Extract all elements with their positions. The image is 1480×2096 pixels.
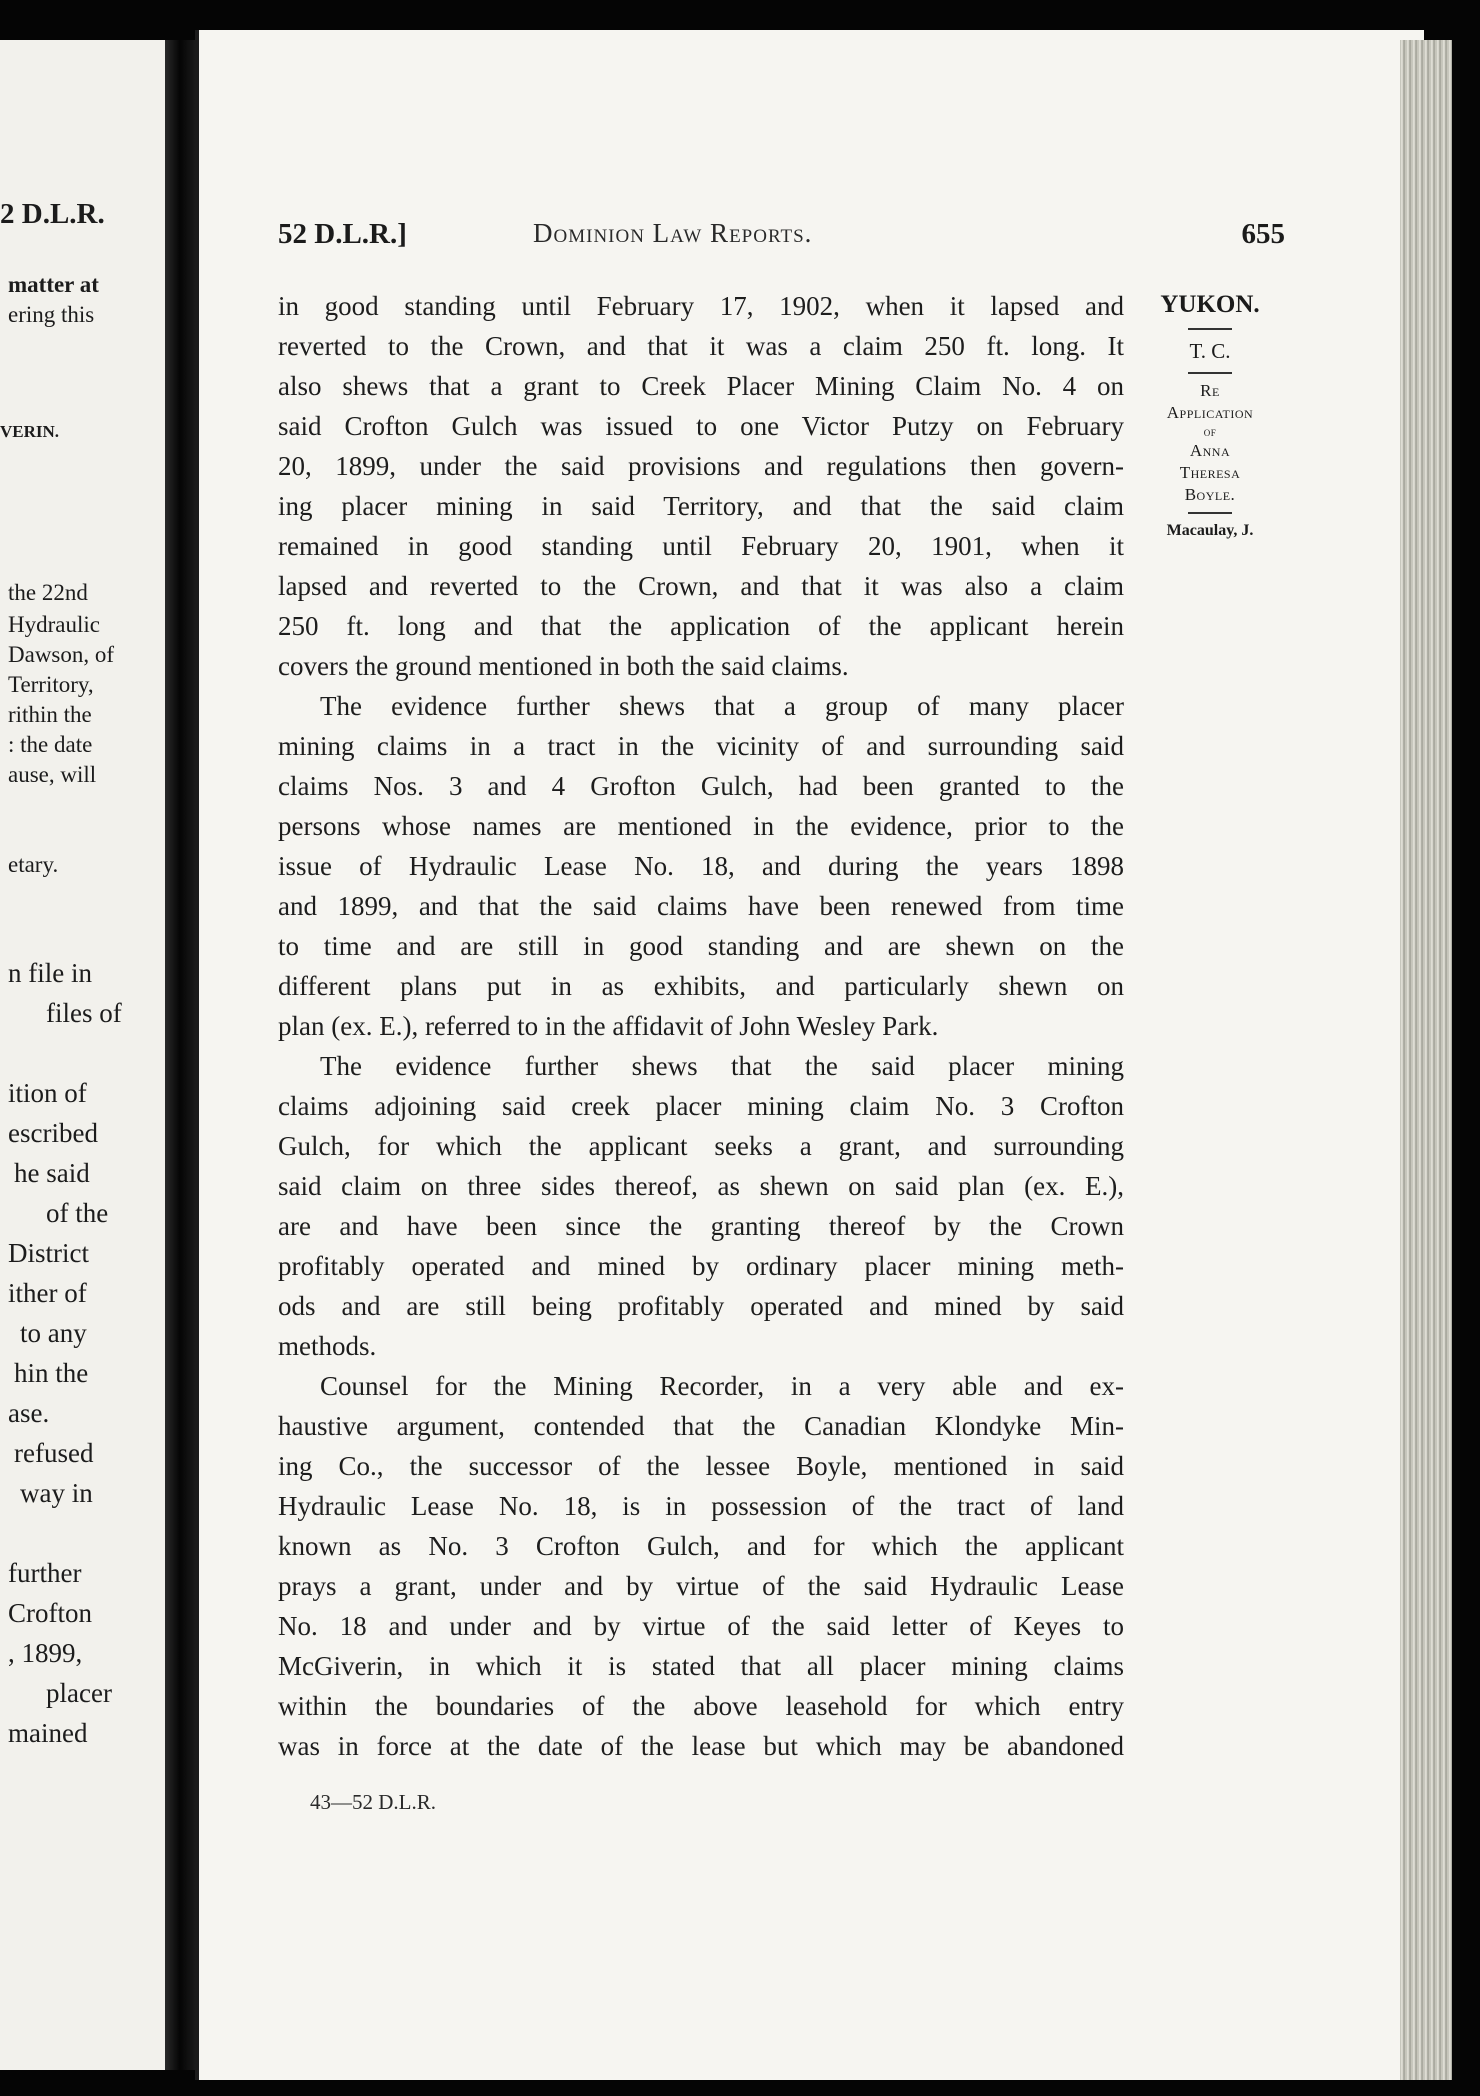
judge-label: Macaulay, J. [1166, 522, 1254, 539]
text-line: ods and are still being profitably operated and mined by said [278, 1291, 1124, 1321]
facing-page-line: to any [20, 1318, 87, 1348]
case-name-line: Theresa [1179, 463, 1241, 482]
text-line: ing placer mining in said Territory, and that the said claim [278, 491, 1124, 521]
page-number: 655 [1241, 218, 1285, 250]
margin-note [1140, 288, 1280, 542]
facing-page-line: ause, will [8, 762, 97, 787]
jurisdiction-label: YUKON. [1160, 291, 1260, 318]
text-line: McGiverin, in which it is stated that all placer mining claims [278, 1651, 1124, 1681]
facing-page-line: mained [8, 1718, 88, 1748]
text-line: profitably operated and mined by ordinary placer mining meth- [278, 1251, 1124, 1281]
facing-page-line: n file in [8, 958, 92, 988]
body-text [278, 286, 1124, 1766]
text-line: said claim on three sides thereof, as shewn on said plan (ex. E.), [278, 1171, 1124, 1201]
facing-page-line: ase. [8, 1398, 50, 1428]
case-name-line: Re [1200, 381, 1220, 400]
text-line: 20, 1899, under the said provisions and regulations then govern- [278, 451, 1124, 481]
facing-page-line: placer [46, 1678, 112, 1708]
text-line: different plans put in as exhibits, and particularly shewn on [278, 971, 1124, 1001]
text-line: known as No. 3 Crofton Gulch, and for which the applicant [278, 1531, 1124, 1561]
paragraph-start: Counsel for the Mining Recorder, in a very able and ex- [320, 1371, 1124, 1401]
publication-title: Dominion Law Reports. [533, 218, 813, 248]
divider [1188, 512, 1232, 514]
facing-page-line: , 1899, [8, 1638, 83, 1668]
facing-page-line: ering this [8, 302, 95, 327]
text-line: covers the ground mentioned in both the said claims. [278, 651, 849, 681]
text-line: 250 ft. long and that the application of the applicant herein [278, 611, 1124, 641]
text-line: are and have been since the granting thereof by the Crown [278, 1211, 1124, 1241]
text-line: issue of Hydraulic Lease No. 18, and during the years 1898 [278, 851, 1124, 881]
book-gutter [165, 40, 195, 2070]
volume-reference: 52 D.L.R.] [278, 218, 407, 250]
facing-page-line: further [8, 1558, 82, 1588]
paragraph-start: The evidence further shews that the said placer mining [320, 1051, 1124, 1081]
facing-page-line: the 22nd [8, 580, 88, 605]
text-line: prays a grant, under and by virtue of the said Hydraulic Lease [278, 1571, 1124, 1601]
court-label: T. C. [1189, 339, 1231, 363]
facing-page-line: way in [20, 1478, 93, 1508]
facing-page-line: : the date [8, 732, 93, 757]
text-line: within the boundaries of the above leasehold for which entry [278, 1691, 1124, 1721]
divider [1188, 372, 1232, 374]
divider [1188, 328, 1232, 330]
text-line: haustive argument, contended that the Canadian Klondyke Min- [278, 1411, 1124, 1441]
facing-page-line: Hydraulic [8, 612, 100, 637]
facing-page-line: he said [14, 1158, 90, 1188]
case-name-line: Boyle. [1184, 485, 1236, 504]
text-line: lapsed and reverted to the Crown, and that it was also a claim [278, 571, 1124, 601]
text-line: in good standing until February 17, 1902, when it lapsed and [278, 291, 1124, 321]
case-name-line: of [1203, 424, 1217, 439]
text-line: said Crofton Gulch was issued to one Victor Putzy on February [278, 411, 1124, 441]
facing-page-line: matter at [8, 272, 99, 297]
text-line: claims Nos. 3 and 4 Grofton Gulch, had been granted to the [278, 771, 1124, 801]
facing-page-line: ition of [8, 1078, 87, 1108]
page-edges [1400, 40, 1452, 2080]
text-line: Gulch, for which the applicant seeks a grant, and surrounding [278, 1131, 1124, 1161]
facing-page-line: District [8, 1238, 89, 1268]
facing-page-line: ither of [8, 1278, 87, 1308]
text-line: Hydraulic Lease No. 18, is in possession of the tract of land [278, 1491, 1124, 1521]
text-line: also shews that a grant to Creek Placer Mining Claim No. 4 on [278, 371, 1124, 401]
text-line: was in force at the date of the lease but which may be abandoned [278, 1731, 1124, 1761]
facing-page-line: Territory, [8, 672, 94, 697]
text-line: to time and are still in good standing and are shewn on the [278, 931, 1124, 961]
footer-signature: 43—52 D.L.R. [310, 1790, 436, 1814]
facing-page-line: Crofton [8, 1598, 92, 1628]
facing-page-line: VERIN. [0, 422, 60, 441]
text-line: remained in good standing until February 20, 1901, when it [278, 531, 1124, 561]
text-line: mining claims in a tract in the vicinity of and surrounding said [278, 731, 1124, 761]
paragraph-start: The evidence further shews that a group of many placer [320, 691, 1124, 721]
text-line: methods. [278, 1331, 377, 1361]
facing-page-line: rithin the [8, 702, 92, 727]
facing-page-line: hin the [14, 1358, 89, 1388]
running-head [278, 218, 1285, 258]
text-line: claims adjoining said creek placer mining claim No. 3 Crofton [278, 1091, 1124, 1121]
facing-page-line: Dawson, of [8, 642, 115, 667]
text-line: plan (ex. E.), referred to in the affidavit of John Wesley Park. [278, 1011, 939, 1041]
facing-page-line: refused [14, 1438, 94, 1468]
facing-page [0, 40, 180, 2070]
case-name-line: Application [1166, 403, 1254, 422]
facing-page-line: files of [46, 998, 122, 1028]
text-line: No. 18 and under and by virtue of the said letter of Keyes to [278, 1611, 1124, 1641]
text-line: reverted to the Crown, and that it was a claim 250 ft. long. It [278, 331, 1124, 361]
facing-page-line: etary. [8, 852, 59, 877]
case-name-line: Anna [1189, 441, 1231, 460]
facing-page-line: escribed [8, 1118, 98, 1148]
facing-page-header: 2 D.L.R. [0, 198, 105, 230]
text-line: and 1899, and that the said claims have been renewed from time [278, 891, 1124, 921]
text-line: ing Co., the successor of the lessee Boyle, mentioned in said [278, 1451, 1124, 1481]
text-line: persons whose names are mentioned in the evidence, prior to the [278, 811, 1124, 841]
facing-page-line: of the [46, 1198, 109, 1228]
